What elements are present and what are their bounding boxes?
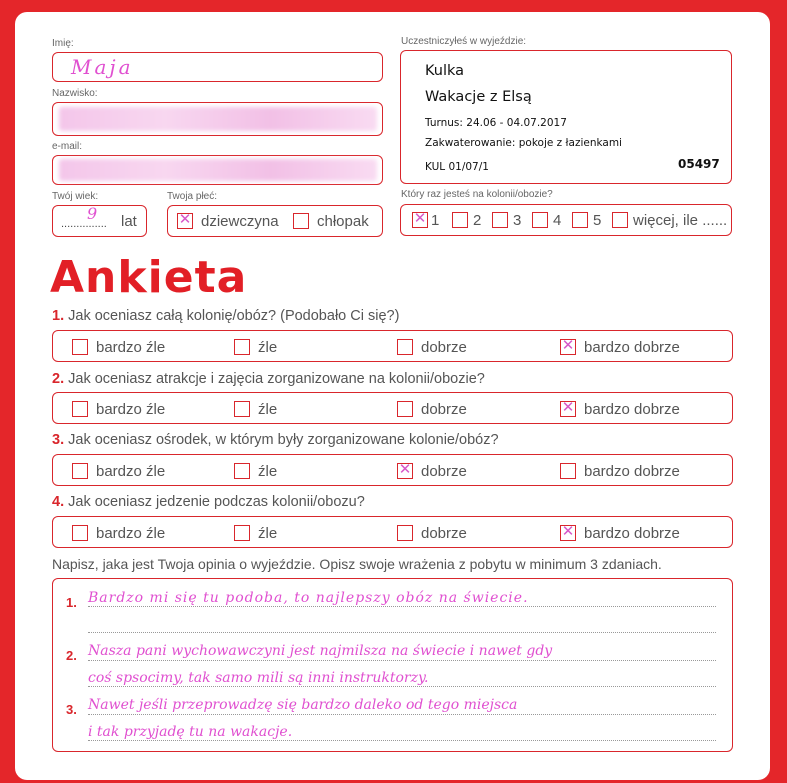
wiek-label: Twój wiek: [52, 191, 99, 202]
answer-line [88, 606, 716, 607]
rating-label: dobrze [421, 339, 467, 356]
answer-number-2: 2. [66, 648, 77, 663]
camp-info-box [400, 50, 732, 184]
plec-girl-checkbox[interactable] [177, 210, 193, 229]
rating-3-bardzo-zle-checkbox[interactable] [72, 463, 88, 479]
question-text: Jak oceniasz atrakcje i zajęcia zorganizowane na kolonii/obozie? [68, 371, 485, 387]
times-checkbox-1[interactable] [412, 209, 428, 228]
rating-4-dobrze-checkbox[interactable] [397, 525, 413, 541]
answer-line [88, 740, 716, 741]
times-label-5: 5 [593, 212, 602, 229]
checkmark-icon: ✕ [561, 522, 575, 540]
rating-label: bardzo źle [96, 401, 166, 418]
times-label-more: więcej, ile ...... [633, 212, 728, 229]
rating-1-zle-checkbox[interactable] [234, 339, 250, 355]
rating-1-dobrze-checkbox[interactable] [397, 339, 413, 355]
checkmark-icon: ✕ [413, 209, 427, 227]
rating-4-bardzo-dobrze-checkbox[interactable] [560, 522, 576, 541]
camp-name: Kulka [425, 63, 465, 79]
rating-label: bardzo dobrze [584, 463, 680, 480]
question-number: 4. [52, 494, 65, 510]
answer-text-3b: i tak przyjadę tu na wakacje. [88, 724, 293, 740]
rating-label: bardzo dobrze [584, 401, 680, 418]
times-label: Który raz jesteś na kolonii/obozie? [401, 189, 553, 200]
imie-label: Imię: [52, 38, 74, 49]
plec-girl-label: dziewczyna [201, 213, 279, 230]
times-checkbox-2[interactable] [452, 212, 468, 228]
answer-line [88, 714, 716, 715]
times-checkbox-5[interactable] [572, 212, 588, 228]
rating-1-bardzo-dobrze-checkbox[interactable] [560, 336, 576, 355]
checkmark-icon: ✕ [561, 336, 575, 354]
question-text: Jak oceniasz jedzenie podczas kolonii/obozu? [68, 494, 365, 510]
rating-label: dobrze [421, 463, 467, 480]
answer-text-3: Nawet jeśli przeprowadzę się bardzo daleko od tego miejsca [88, 697, 518, 713]
question-text: Jak oceniasz ośrodek, w którym były zorganizowane kolonie/obóz? [68, 432, 499, 448]
times-label-3: 3 [513, 212, 522, 229]
survey-heading: Ankieta [50, 252, 248, 303]
rating-label: bardzo dobrze [584, 339, 680, 356]
camp-title: Wakacje z Elsą [425, 89, 532, 105]
rating-2-bardzo-zle-checkbox[interactable] [72, 401, 88, 417]
question-3 [52, 432, 499, 448]
email-redacted [59, 159, 377, 181]
question-4 [52, 494, 365, 510]
rating-label: źle [258, 339, 278, 356]
rating-4-bardzo-zle-checkbox[interactable] [72, 525, 88, 541]
answer-text-2b: coś spsocimy, tak samo mili są inni instruktorzy. [88, 670, 429, 686]
rating-label: bardzo źle [96, 339, 166, 356]
imie-field[interactable] [52, 52, 383, 82]
plec-label: Twoja płeć: [167, 191, 218, 202]
nazwisko-label: Nazwisko: [52, 88, 98, 99]
plec-boy-checkbox[interactable] [293, 213, 309, 229]
times-label-1: 1 [431, 212, 440, 229]
answer-number-1: 1. [66, 595, 77, 610]
camp-zakwaterowanie: Zakwaterowanie: pokoje z łazienkami [425, 137, 622, 149]
rating-label: bardzo dobrze [584, 525, 680, 542]
times-checkbox-4[interactable] [532, 212, 548, 228]
question-number: 2. [52, 371, 65, 387]
answer-line [88, 660, 716, 661]
times-field [400, 204, 732, 236]
camp-code: KUL 01/07/1 [425, 161, 489, 173]
rating-4-zle-checkbox[interactable] [234, 525, 250, 541]
times-label-2: 2 [473, 212, 482, 229]
answer-text-1: Bardzo mi się tu podoba, to najlepszy obóz na świecie. [88, 590, 529, 606]
rating-3-bardzo-dobrze-checkbox[interactable] [560, 463, 576, 479]
email-label: e-mail: [52, 141, 83, 152]
plec-boy-label: chłopak [317, 213, 369, 230]
rating-label: dobrze [421, 525, 467, 542]
camp-turnus: Turnus: 24.06 - 04.07.2017 [425, 117, 567, 129]
rating-2-bardzo-dobrze-checkbox[interactable] [560, 398, 576, 417]
answer-line [88, 686, 716, 687]
rating-1-bardzo-zle-checkbox[interactable] [72, 339, 88, 355]
rating-label: bardzo źle [96, 525, 166, 542]
rating-row-1 [52, 330, 733, 362]
camp-number: 05497 [678, 157, 720, 171]
wiek-dots: ............... [61, 218, 107, 230]
checkmark-icon: ✕ [561, 398, 575, 416]
rating-3-zle-checkbox[interactable] [234, 463, 250, 479]
question-number: 3. [52, 432, 65, 448]
rating-row-3 [52, 454, 733, 486]
imie-value: Maja [71, 55, 134, 79]
question-1 [52, 308, 399, 324]
question-2 [52, 371, 485, 387]
answer-text-2: Nasza pani wychowawczyni jest najmilsza na świecie i nawet gdy [88, 643, 553, 659]
rating-2-dobrze-checkbox[interactable] [397, 401, 413, 417]
plec-field [167, 205, 383, 237]
checkmark-icon: ✕ [178, 210, 192, 228]
rating-3-dobrze-checkbox[interactable] [397, 460, 413, 479]
question-text: Jak oceniasz całą kolonię/obóz? (Podobało Ci się?) [68, 308, 400, 324]
answer-number-3: 3. [66, 702, 77, 717]
wiek-value: 9 [87, 204, 98, 223]
rating-label: bardzo źle [96, 463, 166, 480]
times-checkbox-more[interactable] [612, 212, 628, 228]
rating-2-zle-checkbox[interactable] [234, 401, 250, 417]
nazwisko-redacted [59, 107, 377, 131]
answer-line [88, 632, 716, 633]
wiek-unit: lat [121, 213, 137, 230]
camp-label: Uczestniczyłeś w wyjeździe: [401, 36, 527, 47]
rating-label: dobrze [421, 401, 467, 418]
rating-label: źle [258, 463, 278, 480]
question-number: 1. [52, 308, 65, 324]
rating-row-2 [52, 392, 733, 424]
rating-row-4 [52, 516, 733, 548]
times-checkbox-3[interactable] [492, 212, 508, 228]
email-field[interactable] [52, 155, 383, 185]
opinion-prompt: Napisz, jaka jest Twoja opinia o wyjeździe. Opisz swoje wrażenia z pobytu w minimum 3 zdaniach. [52, 556, 662, 572]
nazwisko-field[interactable] [52, 102, 383, 136]
times-label-4: 4 [553, 212, 562, 229]
wiek-field[interactable] [52, 205, 147, 237]
checkmark-icon: ✕ [398, 460, 412, 478]
rating-label: źle [258, 401, 278, 418]
rating-label: źle [258, 525, 278, 542]
